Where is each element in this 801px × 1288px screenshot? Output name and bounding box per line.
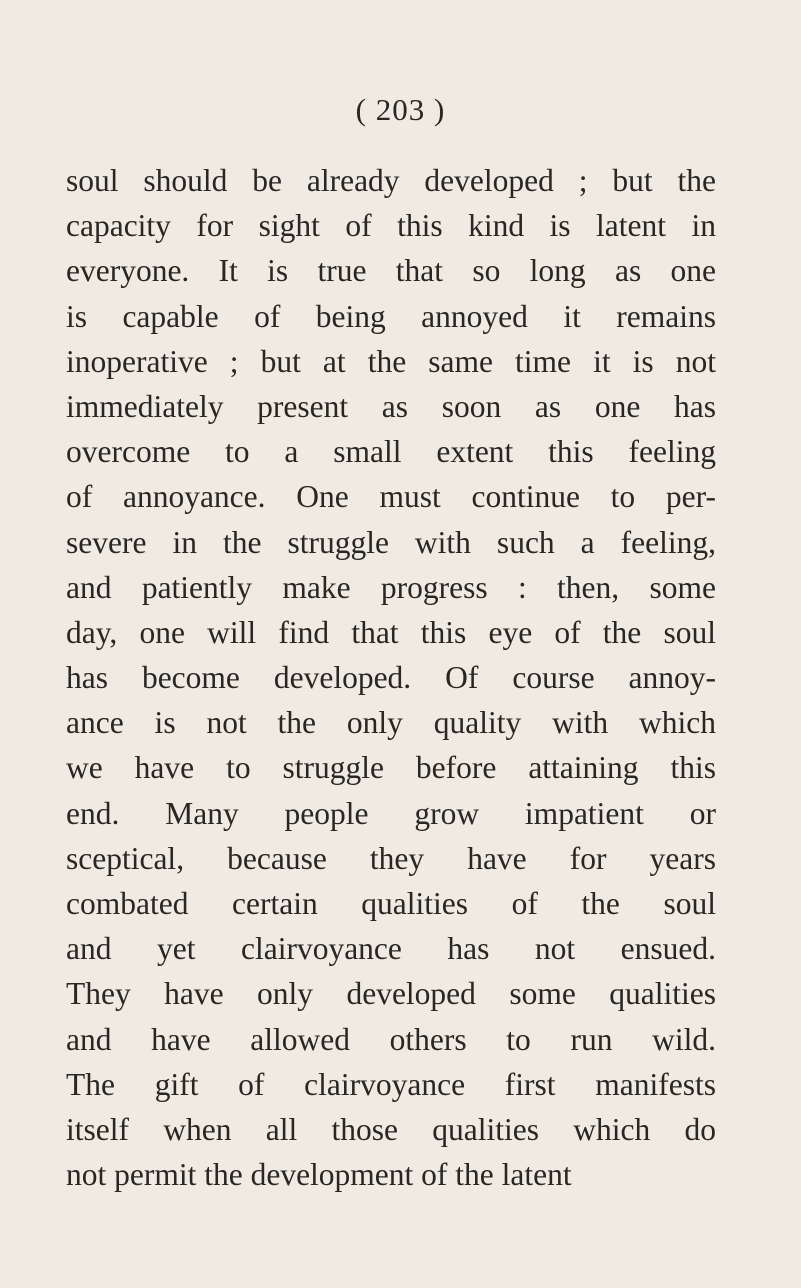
text-line: overcome to a small extent this feeling: [66, 434, 716, 470]
text-line: itself when all those qualities which do: [66, 1111, 716, 1147]
text-line: The gift of clairvoyance first manifests: [66, 1066, 716, 1102]
body-text: [66, 158, 716, 1197]
text-line: we have to struggle before attaining this: [66, 750, 716, 786]
text-line: immediately present as soon as one has: [66, 388, 716, 424]
text-line: soul should be already developed ; but the: [66, 163, 716, 198]
text-line: of annoyance. One must continue to per-: [66, 479, 716, 515]
text-line: They have only developed some qualities: [66, 976, 716, 1012]
text-line: is capable of being annoyed it remains: [66, 298, 716, 334]
text-line: combated certain qualities of the soul: [66, 886, 716, 921]
text-line: end. Many people grow impatient or: [66, 795, 716, 831]
text-line: ance is not the only quality with which: [66, 705, 716, 741]
text-line: not permit the development of the latent: [66, 1157, 572, 1193]
text-line: and have allowed others to run wild.: [66, 1021, 716, 1057]
text-line: inoperative ; but at the same time it is not: [66, 343, 716, 379]
text-line: and yet clairvoyance has not ensued.: [66, 931, 716, 967]
text-line: sceptical, because they have for years: [66, 840, 716, 876]
page-number: ( 203 ): [355, 92, 446, 127]
text-line: everyone. It is true that so long as one: [66, 253, 716, 289]
text-line: and patiently make progress : then, some: [66, 569, 716, 605]
text-line: capacity for sight of this kind is latent in: [66, 208, 716, 244]
text-line: day, one will find that this eye of the soul: [66, 614, 716, 650]
text-line: has become developed. Of course annoy-: [66, 660, 716, 696]
text-line: severe in the struggle with such a feeling,: [66, 524, 716, 560]
